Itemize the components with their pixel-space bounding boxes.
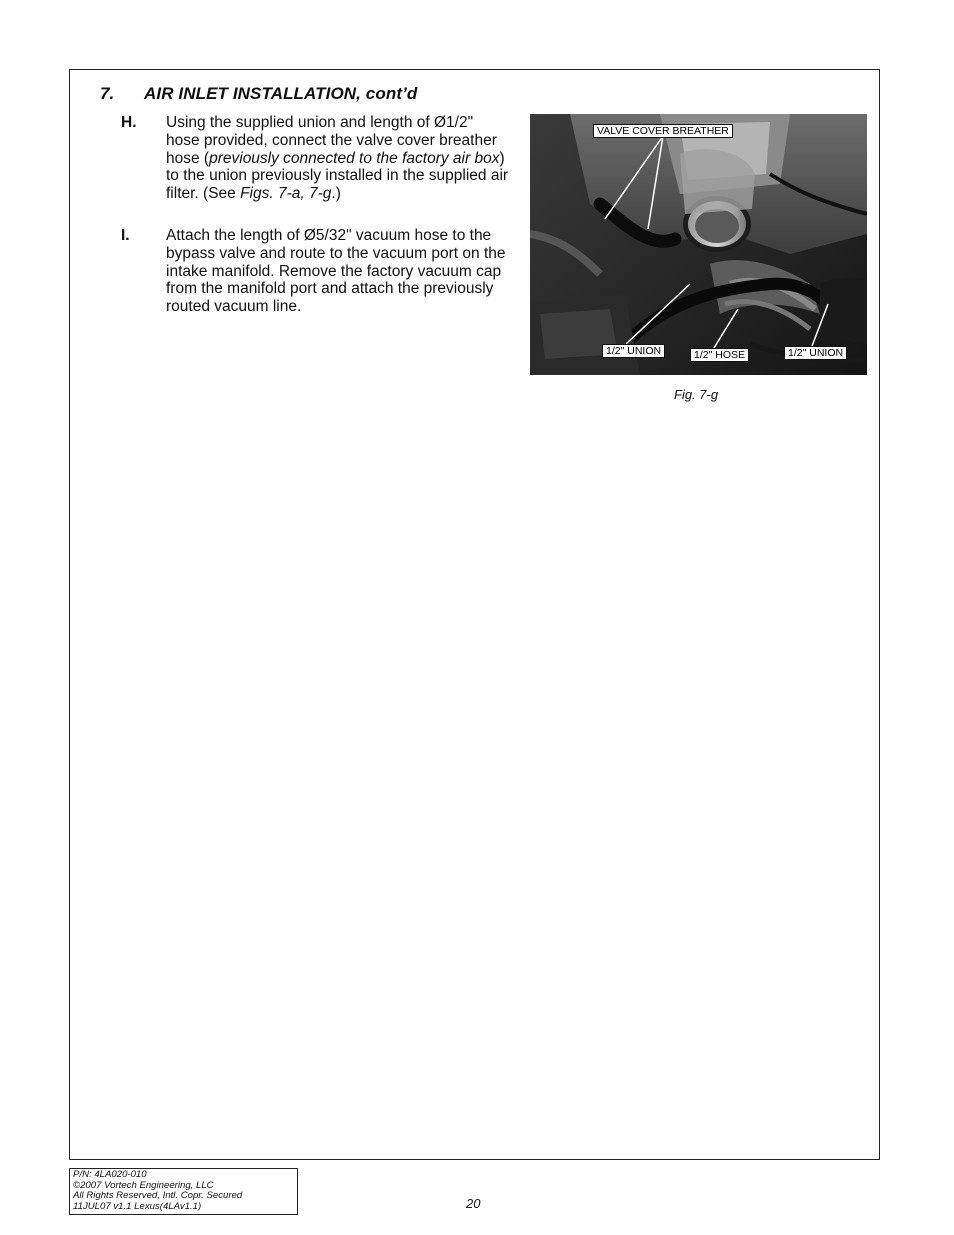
step-text (166, 114, 511, 203)
part-number: P/N: 4LA020-010 (73, 1169, 147, 1180)
step-letter: H. (121, 114, 137, 131)
engine-bay-photo (530, 114, 867, 375)
revision: 11JUL07 v1.1 Lexus(4LAv1.1) (73, 1200, 202, 1212)
callout-union-left: 1/2" UNION (602, 344, 665, 358)
section-number: 7. (100, 84, 115, 103)
figure-reference: Figs. 7-a, 7-g (240, 185, 332, 203)
step-text-part: ) to the union previously installed in the supplied air filter. (See (166, 149, 509, 203)
page-number: 20 (466, 1196, 481, 1211)
rights-notice: All Rights Reserved, Intl. Copr. Secured (73, 1190, 243, 1201)
step-text-emphasis: previously connected to the factory air box (209, 149, 500, 167)
step-text-part: Using the supplied union and length of Ø1/2" hose provided, connect the valve cover breather hose ( (166, 114, 497, 167)
step-text-part: .) (331, 185, 341, 203)
copyright: ©2007 Vortech Engineering, LLC (73, 1179, 214, 1191)
step-text: Attach the length of Ø5/32" vacuum hose to the bypass valve and route to the vacuum port on the intake manifold. Remove the factory vacuum cap from the manifold port and attach the previously routed vacuum line. (166, 227, 506, 316)
callout-union-right: 1/2" UNION (784, 346, 847, 360)
callout-hose: 1/2" HOSE (690, 348, 749, 362)
engine-bay-illustration (530, 114, 867, 375)
section-heading (100, 84, 417, 104)
step-letter: I. (121, 227, 130, 244)
footer-info-box (69, 1168, 298, 1215)
section-title: AIR INLET INSTALLATION, cont’d (144, 84, 418, 103)
figure-caption: Fig. 7-g (674, 387, 719, 402)
callout-valve-cover-breather: VALVE COVER BREATHER (593, 124, 733, 138)
